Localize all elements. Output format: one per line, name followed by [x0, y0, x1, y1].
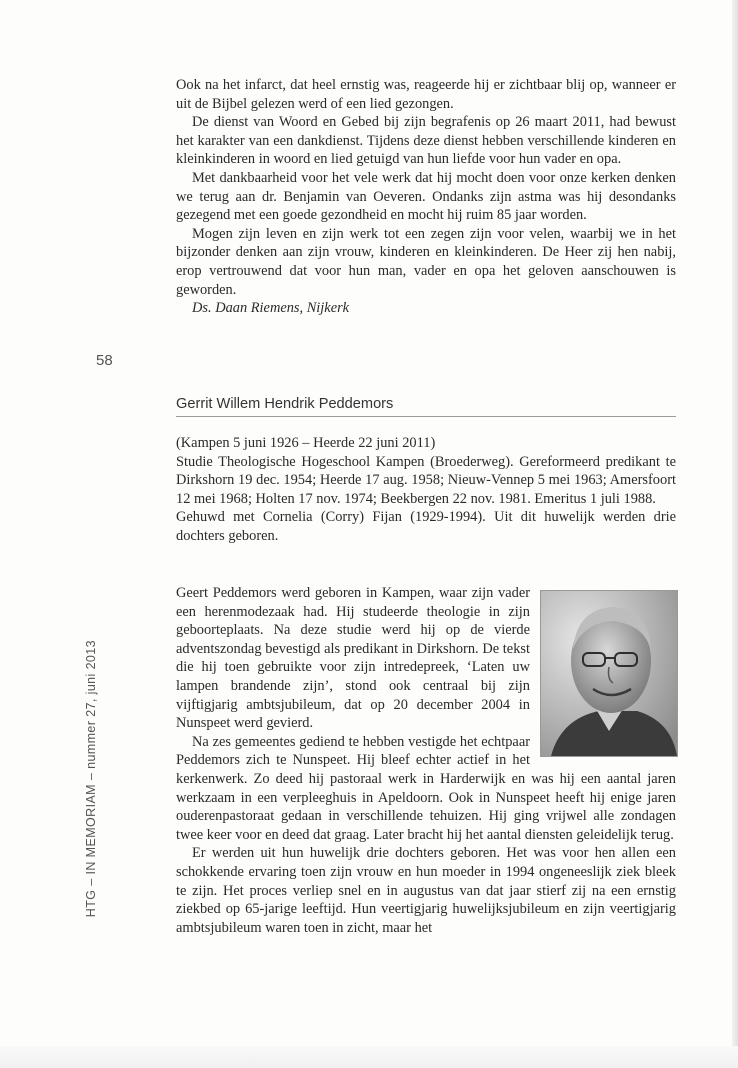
paragraph: Geert Peddemors werd geboren in Kampen, waar zijn vader een herenmodezaak had. Hij studeerde theologie in zijn geboorteplaats. Na deze studie werd hij op de vierde adventszondag bevestigd als predikant in Dirkshorn. De tekst die hij toen gebruikte voor zijn intredepreek, ‘Laten uw lampen brandende zijn’, stond ook centraal bij zijn vijftigjarig ambtsjubileum, dat op 20 december 2004 in Nunspeet werd gevierd.	[176, 585, 530, 732]
previous-article	[176, 76, 676, 318]
paragraph-text: Na zes gemeentes gediend te hebben vestigde het echtpaar Peddemors zich te Nunspeet. Hij bleef echter actief in het kerkenwerk. Zo deed hij pastoraal werk in Harderwijk en was hij een aantal jaren werkzaam in een verpleeghuis in Apeldoorn. Ook in Nunspeet heeft hij enige jaren ouderenpastoraat gedaan in verschillende tehuizen. Hij ging vrijwel alle zondagen twee keer voor en deed dat graag. Later bracht hij het aantal diensten geleidelijk terug.	[176, 733, 676, 843]
paragraph: Met dankbaarheid voor het vele werk dat hij mocht doen voor onze kerken denken we terug aan dr. Benjamin van Oeveren. Ondanks zijn astma was hij desondanks gezegend met een goede gezondheid en mocht hij ruim 85 jaar worden.	[176, 169, 676, 224]
page-edge-shadow	[732, 0, 738, 1068]
paragraph: Ook na het infarct, dat heel ernstig was, reageerde hij er zichtbaar blij op, wanneer er uit de Bijbel gelezen werd of een lied gezongen.	[176, 77, 676, 112]
bio-line: Gehuwd met Cornelia (Corry) Fijan (1929-1994). Uit dit huwelijk werden drie dochters geboren.	[176, 509, 676, 544]
paragraph: Er werden uit hun huwelijk drie dochters geboren. Het was voor hen allen een schokkende ervaring toen zijn vrouw en hun moeder in 1994 ongeneeslijk ziek bleek te zijn. Het proces verliep snel en in augustus van dat jaar stierf zij na een ernstig ziekbed op 65-jarige leeftijd. Hun veertigjarig huwelijksjubileum en zijn veertigjarig ambtsjubileum waren toen in zicht, maar het	[176, 845, 676, 936]
running-head-text: HTG – IN MEMORIAM – nummer 27, juni 2013	[84, 640, 98, 918]
page-number: 58	[96, 352, 113, 369]
biographical-details	[176, 434, 676, 546]
paragraph	[176, 733, 676, 845]
page-bottom-edge	[0, 1046, 738, 1068]
bio-line: Studie Theologische Hogeschool Kampen (Broederweg). Gereformeerd predikant te Dirkshorn 19 dec. 1954; Heerde 17 aug. 1958; Nieuw-Vennep 5 mei 1963; Amersfoort 12 mei 1968; Holten 17 nov. 1974; Beekbergen 22 nov. 1981. Emeritus 1 juli 1988.	[176, 453, 676, 507]
article-title: Gerrit Willem Hendrik Peddemors	[176, 396, 394, 412]
author-signature: Ds. Daan Riemens, Nijkerk	[192, 300, 350, 317]
paragraph: Mogen zijn leven en zijn werk tot een zegen zijn voor velen, waarbij we in het bijzonder denken aan zijn vrouw, kinderen en kleinkinderen. De Heer zij hen nabij, erop vertrouwend dat voor hun man, vader en opa het geloven aanschouwen is geworden.	[176, 225, 676, 298]
paragraph: De dienst van Woord en Gebed bij zijn begrafenis op 26 maart 2011, had bewust het karakter van een dankdienst. Tijdens deze dienst hebben verschillende kinderen en kleinkinderen in woord en lied getuigd van hun liefde voor hun vader en opa.	[176, 114, 676, 168]
article-body	[176, 584, 676, 937]
bio-line: (Kampen 5 juni 1926 – Heerde 22 juni 2011)	[176, 435, 436, 451]
title-divider	[176, 416, 676, 417]
